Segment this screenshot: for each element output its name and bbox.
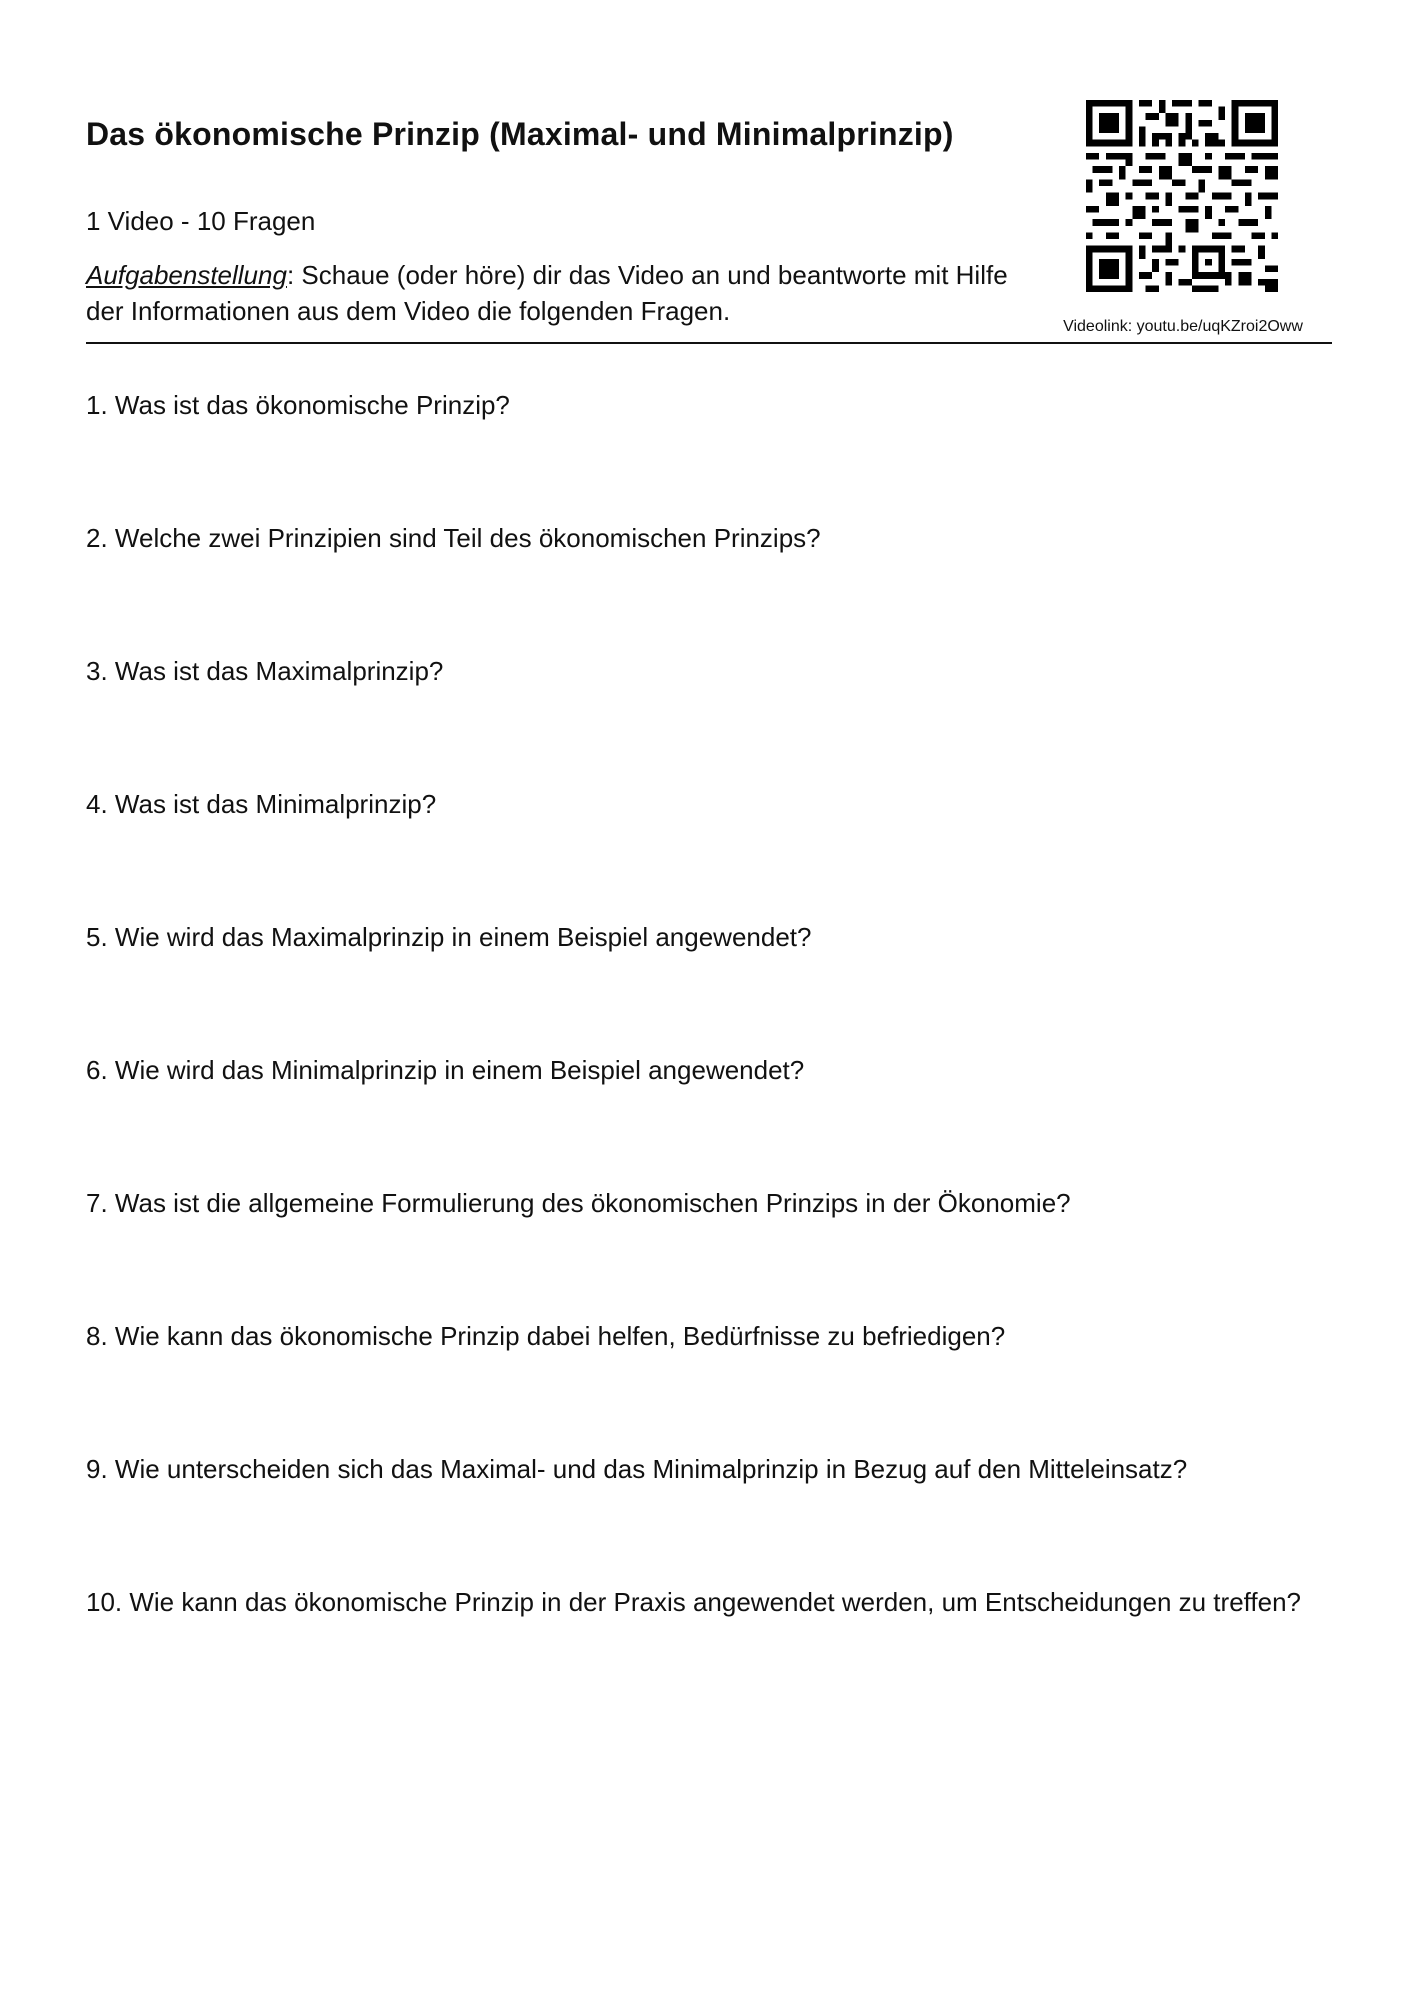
- question-9: 9. Wie unterscheiden sich das Maximal- und das Minimalprinzip in Bezug auf den Mitteleinsatz?: [86, 1454, 1188, 1484]
- header-divider: [86, 342, 1332, 344]
- video-link[interactable]: Videolink: youtu.be/uqKZroi2Oww: [1063, 318, 1303, 335]
- question-8: 8. Wie kann das ökonomische Prinzip dabei helfen, Bedürfnisse zu befriedigen?: [86, 1321, 1006, 1351]
- question-1: 1. Was ist das ökonomische Prinzip?: [86, 390, 510, 420]
- question-4: 4. Was ist das Minimalprinzip?: [86, 789, 437, 819]
- task-instructions: [86, 257, 1046, 329]
- question-10: 10. Wie kann das ökonomische Prinzip in der Praxis angewendet werden, um Entscheidungen zu treffen?: [86, 1587, 1302, 1617]
- question-2: 2. Welche zwei Prinzipien sind Teil des ökonomischen Prinzips?: [86, 523, 821, 553]
- task-label: Aufgabenstellung: [86, 260, 287, 290]
- question-3: 3. Was ist das Maximalprinzip?: [86, 656, 444, 686]
- qr-code-icon[interactable]: [1086, 100, 1278, 292]
- question-7: 7. Was ist die allgemeine Formulierung des ökonomischen Prinzips in der Ökonomie?: [86, 1188, 1071, 1218]
- task-text: : Schaue (oder höre) dir das Video an und beantworte mit Hilfe der Informationen aus dem Video die folgenden Fragen.: [86, 260, 1008, 326]
- question-6: 6. Wie wird das Minimalprinzip in einem Beispiel angewendet?: [86, 1055, 805, 1085]
- page-title: Das ökonomische Prinzip (Maximal- und Minimalprinzip): [86, 116, 954, 152]
- worksheet-subtitle: 1 Video - 10 Fragen: [86, 206, 316, 236]
- question-5: 5. Wie wird das Maximalprinzip in einem Beispiel angewendet?: [86, 922, 812, 952]
